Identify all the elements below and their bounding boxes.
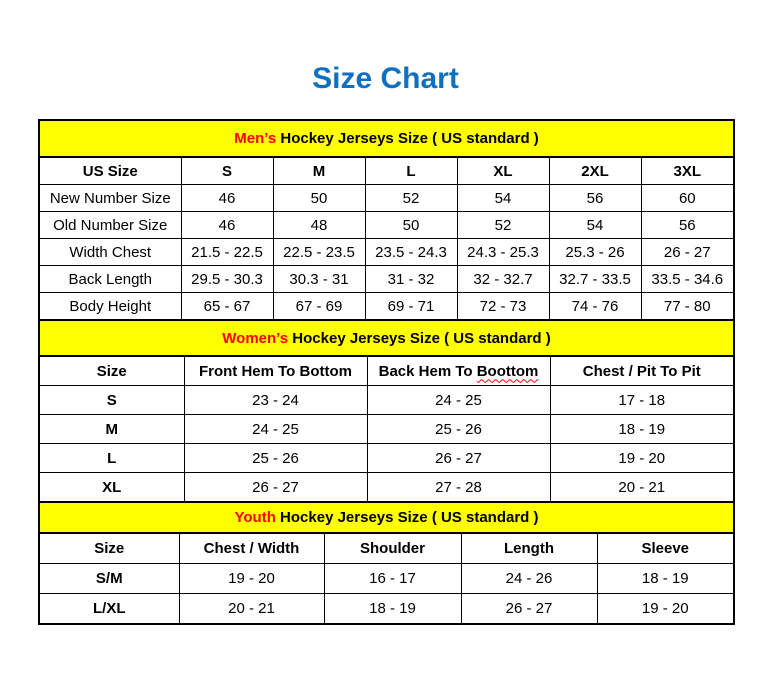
value-cell: 69 - 71: [365, 293, 457, 321]
value-cell: 17 - 18: [550, 386, 734, 415]
womens-size-table: [38, 319, 735, 503]
value-cell: 50: [273, 185, 365, 212]
value-cell: 18 - 19: [550, 415, 734, 444]
value-cell: 32.7 - 33.5: [549, 266, 641, 293]
row-label-s: S: [39, 386, 184, 415]
col-header-length: Length: [461, 533, 597, 564]
value-cell: 52: [365, 185, 457, 212]
col-header-sleeve: Sleeve: [597, 533, 734, 564]
value-cell: 50: [365, 212, 457, 239]
value-cell: 26 - 27: [367, 444, 550, 473]
value-cell: 24 - 25: [184, 415, 367, 444]
mens-size-table: [38, 119, 735, 321]
mens-band-accent: Men’s: [234, 130, 277, 147]
value-cell: 21.5 - 22.5: [181, 239, 273, 266]
table-row: [39, 386, 734, 415]
youth-section-band-row: [39, 502, 734, 533]
col-header-3xl: 3XL: [641, 157, 734, 185]
table-row: [39, 594, 734, 625]
value-cell: 60: [641, 185, 734, 212]
row-label-lxl: L/XL: [39, 594, 179, 625]
back-hem-misspelled-word: Boottom: [476, 362, 539, 380]
mens-band-text: Hockey Jerseys Size ( US standard ): [276, 130, 539, 147]
table-row: [39, 415, 734, 444]
col-header-2xl: 2XL: [549, 157, 641, 185]
value-cell: 29.5 - 30.3: [181, 266, 273, 293]
table-row: [39, 444, 734, 473]
value-cell: 65 - 67: [181, 293, 273, 321]
row-label-sm: S/M: [39, 564, 179, 594]
mens-section-band: [39, 120, 734, 157]
value-cell: 52: [457, 212, 549, 239]
table-row: [39, 185, 734, 212]
row-label-l: L: [39, 444, 184, 473]
col-header-m: M: [273, 157, 365, 185]
col-header-chest-width: Chest / Width: [179, 533, 324, 564]
back-hem-prefix: Back Hem To: [378, 362, 477, 380]
table-row: [39, 473, 734, 503]
row-label-new-number-size: New Number Size: [39, 185, 181, 212]
value-cell: 72 - 73: [457, 293, 549, 321]
row-label-xl: XL: [39, 473, 184, 503]
value-cell: 74 - 76: [549, 293, 641, 321]
value-cell: 26 - 27: [184, 473, 367, 503]
value-cell: 23 - 24: [184, 386, 367, 415]
value-cell: 54: [549, 212, 641, 239]
row-label-m: M: [39, 415, 184, 444]
col-header-size: Size: [39, 356, 184, 386]
value-cell: 16 - 17: [324, 564, 461, 594]
value-cell: 18 - 19: [324, 594, 461, 625]
womens-section-band-row: [39, 320, 734, 356]
page-title: Size Chart: [312, 62, 459, 95]
table-row: [39, 266, 734, 293]
value-cell: 26 - 27: [641, 239, 734, 266]
value-cell: 18 - 19: [597, 564, 734, 594]
value-cell: 27 - 28: [367, 473, 550, 503]
value-cell: 31 - 32: [365, 266, 457, 293]
row-label-width-chest: Width Chest: [39, 239, 181, 266]
value-cell: 24 - 26: [461, 564, 597, 594]
value-cell: 25 - 26: [367, 415, 550, 444]
row-label-back-length: Back Length: [39, 266, 181, 293]
table-row: [39, 564, 734, 594]
col-header-back-hem: [367, 356, 550, 386]
col-header-size: Size: [39, 533, 179, 564]
value-cell: 56: [641, 212, 734, 239]
womens-band-accent: Women’s: [222, 329, 289, 347]
youth-section-band: [39, 502, 734, 533]
row-label-old-number-size: Old Number Size: [39, 212, 181, 239]
value-cell: 46: [181, 212, 273, 239]
mens-section-band-row: [39, 120, 734, 157]
size-chart-tables: [38, 119, 733, 625]
value-cell: 54: [457, 185, 549, 212]
table-row: [39, 212, 734, 239]
value-cell: 46: [181, 185, 273, 212]
row-label-body-height: Body Height: [39, 293, 181, 321]
table-row: [39, 239, 734, 266]
value-cell: 19 - 20: [179, 564, 324, 594]
value-cell: 25 - 26: [184, 444, 367, 473]
col-header-front-hem: Front Hem To Bottom: [184, 356, 367, 386]
value-cell: 20 - 21: [179, 594, 324, 625]
value-cell: 20 - 21: [550, 473, 734, 503]
value-cell: 33.5 - 34.6: [641, 266, 734, 293]
col-header-us-size: US Size: [39, 157, 181, 185]
col-header-chest-pit: Chest / Pit To Pit: [550, 356, 734, 386]
value-cell: 30.3 - 31: [273, 266, 365, 293]
womens-band-text: Hockey Jerseys Size ( US standard ): [288, 329, 551, 347]
value-cell: 19 - 20: [597, 594, 734, 625]
womens-column-header-row: [39, 356, 734, 386]
mens-column-header-row: [39, 157, 734, 185]
value-cell: 77 - 80: [641, 293, 734, 321]
value-cell: 48: [273, 212, 365, 239]
value-cell: 22.5 - 23.5: [273, 239, 365, 266]
value-cell: 25.3 - 26: [549, 239, 641, 266]
table-row: [39, 293, 734, 321]
value-cell: 23.5 - 24.3: [365, 239, 457, 266]
col-header-shoulder: Shoulder: [324, 533, 461, 564]
value-cell: 24.3 - 25.3: [457, 239, 549, 266]
value-cell: 19 - 20: [550, 444, 734, 473]
col-header-l: L: [365, 157, 457, 185]
col-header-s: S: [181, 157, 273, 185]
value-cell: 26 - 27: [461, 594, 597, 625]
youth-size-table: [38, 501, 735, 625]
youth-column-header-row: [39, 533, 734, 564]
value-cell: 24 - 25: [367, 386, 550, 415]
value-cell: 32 - 32.7: [457, 266, 549, 293]
womens-section-band: [39, 320, 734, 356]
youth-band-accent: Youth: [234, 509, 276, 526]
col-header-xl: XL: [457, 157, 549, 185]
value-cell: 67 - 69: [273, 293, 365, 321]
value-cell: 56: [549, 185, 641, 212]
youth-band-text: Hockey Jerseys Size ( US standard ): [275, 509, 539, 526]
